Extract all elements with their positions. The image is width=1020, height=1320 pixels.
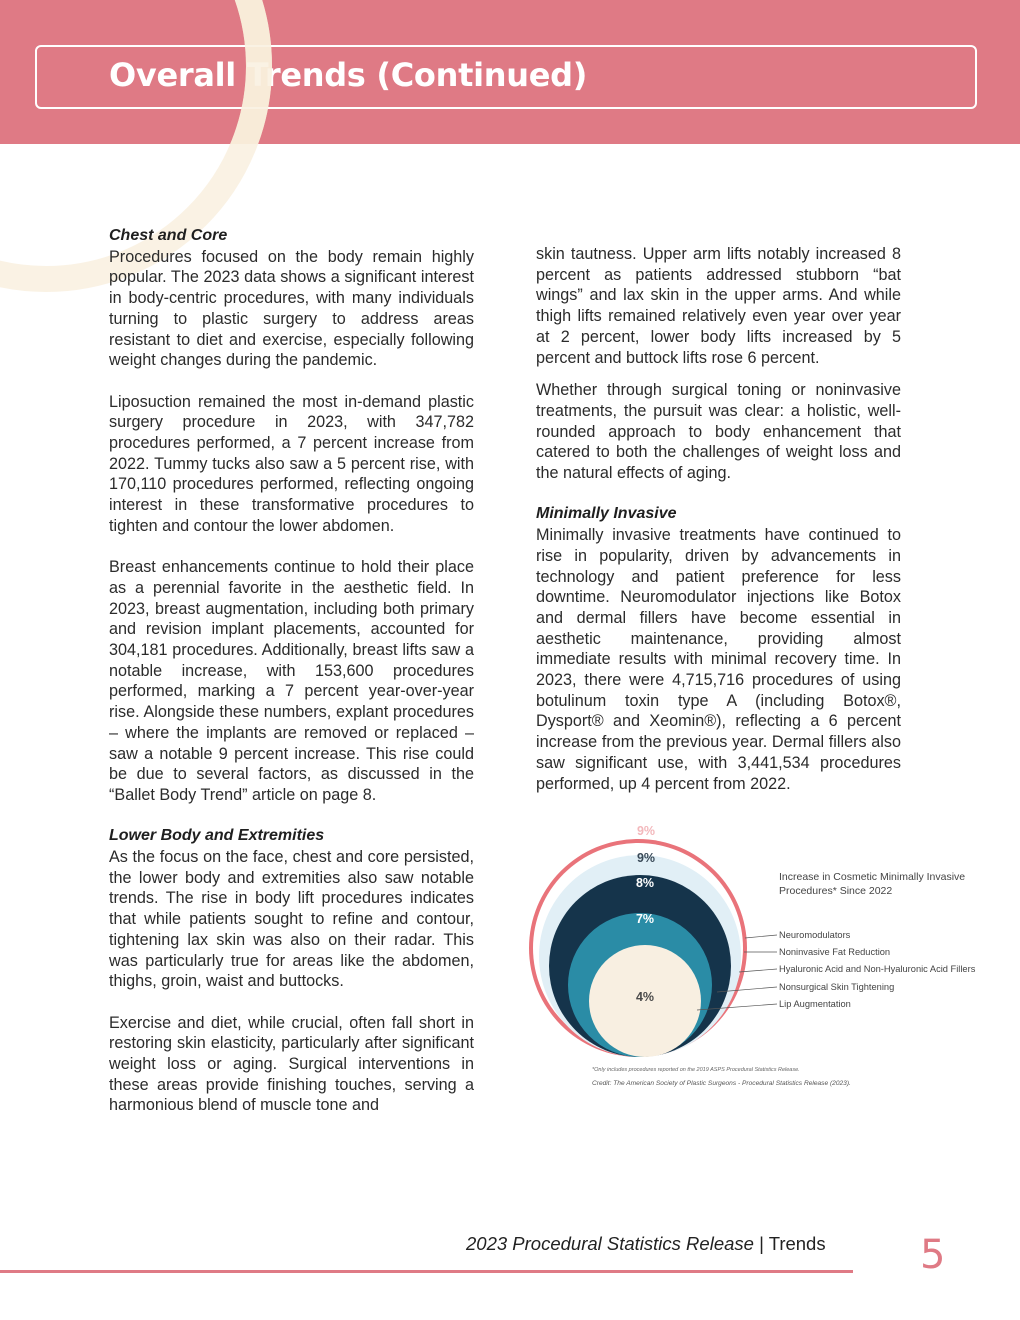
page-title: Overall Trends (Continued) <box>109 56 588 94</box>
legend-item: Lip Augmentation <box>779 999 851 1009</box>
paragraph: Procedures focused on the body remain highly popular. The 2023 data shows a significant interest in body-centric procedures, with many individuals turning to plastic surgery to address areas resistant to diet and exercise, especially following weight changes during the pandemic. <box>109 247 474 370</box>
page-number: 5 <box>920 1232 946 1278</box>
heading-lower-body: Lower Body and Extremities <box>109 827 325 845</box>
chart-value-label: 9% <box>636 824 656 838</box>
footer-text <box>466 1233 826 1255</box>
paragraph: As the focus on the face, chest and core persisted, the lower body and extremities also saw notable trends. The rise in body lift procedures indicates that while patients sought to refine and contour, tightening lax skin was also on their radar. This was particularly true for areas like the abdomen, thighs, groin, waist and buttocks. <box>109 848 474 991</box>
footer-section: Trends <box>768 1233 826 1254</box>
paragraph: Liposuction remained the most in-demand plastic surgery procedure in 2023, with 347,782 procedures performed, a 7 percent increase from 2022. Tummy tucks also saw a 5 percent rise, with 170,110 procedures performed, reflecting ongoing interest in these transformative procedures to tighten and contour the lower abdomen. <box>109 392 474 535</box>
chart-footnote: *Only includes procedures reported on the 2019 ASPS Procedural Statistics Release. <box>592 1067 800 1073</box>
footer-publication: 2023 Procedural Statistics Release <box>466 1233 754 1254</box>
footer-separator: | <box>753 1233 769 1254</box>
legend-item: Nonsurgical Skin Tightening <box>779 982 895 992</box>
legend-item: Hyaluronic Acid and Non-Hyaluronic Acid Fillers <box>779 964 976 974</box>
chart-value-label: 9% <box>636 851 656 865</box>
paragraph: Whether through surgical toning or noninvasive treatments, the pursuit was clear: a holistic, well-rounded approach to body enhancement that catered to both the challenges of weight loss and the natural effects of aging. <box>536 381 901 483</box>
heading-minimally-invasive: Minimally Invasive <box>536 505 677 523</box>
chart-value-label: 4% <box>635 990 655 1004</box>
paragraph: skin tautness. Upper arm lifts notably increased 8 percent as patients addressed stubborn “bat wings” and lax skin in the upper arms. And while thigh lifts remained relatively even year over year at 2 percent, lower body lifts increased by 5 percent and buttock lifts rose 6 percent. <box>536 245 901 367</box>
chart-title: Increase in Cosmetic Minimally Invasive Procedures* Since 2022 <box>779 871 966 897</box>
right-column <box>536 244 901 794</box>
left-column <box>109 226 474 1116</box>
chart-value-label: 7% <box>635 912 655 926</box>
paragraph: Breast enhancements continue to hold their place as a perennial favorite in the aesthetic field. In 2023, breast augmentation, including both primary and revision implant placements, accounted for 304,181 procedures. Additionally, breast lifts saw a notable increase, with 153,600 procedures performed, marking a 7 percent year-over-year rise. Alongside these numbers, explant procedures – where the implants are removed or replaced – saw a notable 9 percent increase. This rise could be due to several factors, as discussed in the “Ballet Body Trend” article on page 8. <box>109 558 474 804</box>
paragraph: Minimally invasive treatments have continued to rise in popularity, driven by advancements in technology and patient preference for less downtime. Neuromodulator injections like Botox and dermal fillers have become essential in aesthetic maintenance, providing almost immediate results with minimal recovery time. In 2023, there were 4,715,716 procedures of using botulinum toxin type A (including Botox®, Dysport® and Xeomin®), reflecting a 6 percent increase from the previous year. Dermal fillers also saw significant use, with 3,441,534 procedures performed, up 4 percent from 2022. <box>536 526 901 793</box>
heading-chest-and-core: Chest and Core <box>109 227 228 244</box>
chart-value-label: 8% <box>635 876 655 890</box>
legend-item: Neuromodulators <box>779 930 851 940</box>
nested-circle-chart <box>520 820 1000 1100</box>
footer-rule <box>0 1270 853 1273</box>
chart-credit: Credit: The American Society of Plastic Surgeons - Procedural Statistics Release (2023). <box>592 1080 851 1087</box>
chart-leader-line <box>745 935 777 938</box>
legend-item: Noninvasive Fat Reduction <box>779 947 891 957</box>
paragraph: Exercise and diet, while crucial, often fall short in restoring skin elasticity, particularly after significant weight loss or aging. Surgical interventions in these areas provide finishing touches, serving a harmonious blend of muscle tone and <box>109 1013 474 1115</box>
